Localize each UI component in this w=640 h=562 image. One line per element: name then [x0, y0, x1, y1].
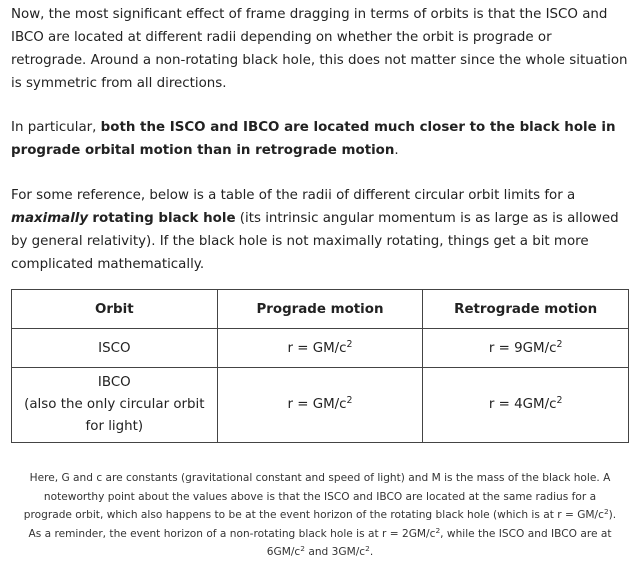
table-header-row: [12, 290, 629, 329]
exponent: 2: [365, 543, 370, 553]
exponent: 2: [556, 338, 563, 350]
paragraph-tail: (its intrinsic angular momentum is as large as is allowed by general relativity). If the black hole is not maximally rotating, things get a bit more complicated mathematically.: [11, 211, 619, 272]
prograde-radius: r = GM/c: [287, 340, 347, 356]
cell-prograde: [217, 329, 423, 368]
paragraph-bold-claim: both the ISCO and IBCO are located much closer to the black hole in prograde orbital motion than in retrograde motion: [11, 120, 616, 158]
cell-prograde: [217, 368, 423, 443]
orbit-name: IBCO: [97, 375, 131, 390]
cell-orbit: [12, 368, 218, 443]
orbit-radii-table: [11, 289, 629, 443]
retrograde-radius: r = 9GM/c: [488, 340, 557, 356]
header-orbit: Orbit: [12, 290, 218, 329]
note-text: and 3GM/c: [304, 546, 366, 558]
note-text: ). As a reminder, the event horizon of a non-rotating black hole is at r = 2GM/c: [28, 509, 617, 540]
exponent: 2: [556, 394, 563, 406]
paragraph-lead: In particular,: [11, 120, 101, 135]
exponent: 2: [300, 543, 305, 553]
paragraph-text: Now, the most significant effect of frame dragging in terms of orbits is that the ISCO and IBCO are located at different radii depending on whether the orbit is prograde or retrograde. Around a non-rotating black hole, this does not matter since the whole situation is symmetric from all directions.: [11, 7, 628, 91]
orbit-name: ISCO: [98, 340, 131, 356]
paragraph-lead: For some reference, below is a table of the radii of different circular orbit limits for a: [11, 188, 576, 203]
header-retrograde: Retrograde motion: [423, 290, 629, 329]
table-row-isco: [12, 329, 629, 368]
table-row-ibco: [12, 368, 629, 443]
header-prograde: Prograde motion: [217, 290, 423, 329]
note-text: Here, G and c are constants (gravitational constant and speed of light) and M is the mass of the black hole. A noteworthy point about the values above is that the ISCO and IBCO are located at the same radius for a prograde orbit, which also happens to be at the event horizon of the rotating black hole (which is at r = GM/c: [23, 472, 611, 521]
prograde-radius: r = GM/c: [287, 397, 347, 412]
orbit-note: (also the only circular orbit for light): [24, 397, 205, 434]
exponent: 2: [346, 338, 353, 350]
paragraph-frame-dragging: [11, 0, 629, 95]
paragraph-reference: [11, 184, 629, 276]
note-text: , while the ISCO and IBCO are at 6GM/c: [266, 527, 612, 558]
retrograde-radius: r = 4GM/c: [488, 397, 557, 412]
cell-retrograde: [423, 329, 629, 368]
cell-orbit: [12, 329, 218, 368]
exponent: 2: [603, 506, 609, 516]
exponent: 2: [346, 394, 353, 406]
exponent: 2: [435, 525, 441, 535]
emphasis-rotating-black-hole: rotating black hole: [92, 211, 236, 226]
table-caption-note: [19, 469, 621, 562]
note-text: .: [369, 546, 374, 558]
paragraph-tail: .: [394, 143, 399, 158]
paragraph-particular: [11, 116, 629, 162]
cell-retrograde: [423, 368, 629, 443]
emphasis-maximally: maximally: [11, 211, 89, 226]
